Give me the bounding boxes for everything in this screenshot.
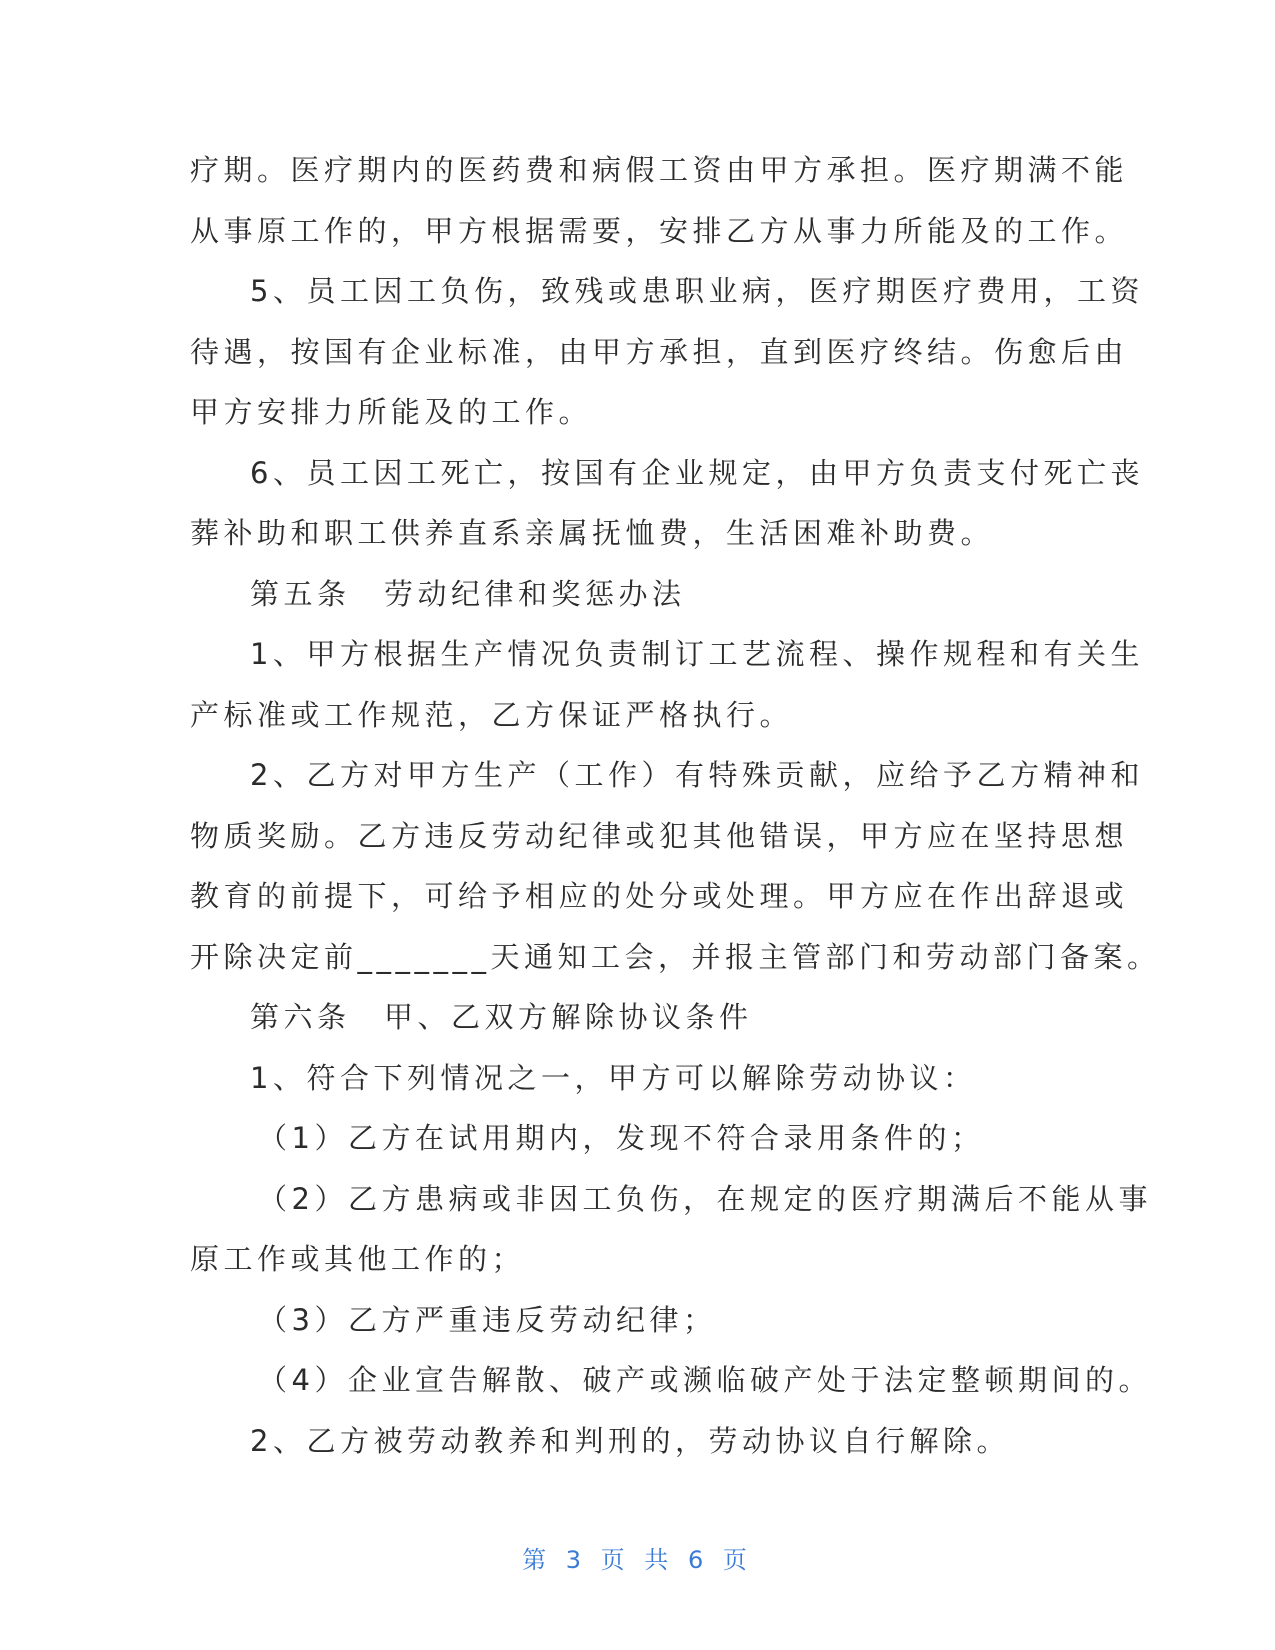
paragraph-line: 待遇，按国有企业标准，由甲方承担，直到医疗终结。伤愈后由 [190,334,1129,369]
paragraph-line: 产标准或工作规范，乙方保证严格执行。 [190,697,794,732]
paragraph-line: 5、员工因工负伤，致残或患职业病，医疗期医疗费用，工资 [250,274,1144,308]
document-body [190,140,1161,1471]
paragraph-line: 从事原工作的，甲方根据需要，安排乙方从事力所能及的工作。 [190,213,1129,248]
section-heading: 第六条 甲、乙双方解除协议条件 [250,1000,753,1034]
paragraph-line: 甲方安排力所能及的工作。 [190,395,593,429]
paragraph-line: 2、乙方对甲方生产（工作）有特殊贡献，应给予乙方精神和 [250,758,1144,792]
list-item-continuation: 原工作或其他工作的； [190,1242,526,1276]
paragraph-line: 物质奖励。乙方违反劳动纪律或犯其他错误，甲方应在坚持思想 [190,818,1129,853]
paragraph-line: 1、符合下列情况之一，甲方可以解除劳动协议： [250,1060,977,1095]
paragraph-line: 教育的前提下，可给予相应的处分或处理。甲方应在作出辞退或 [190,879,1129,913]
list-item: （3）乙方严重违反劳动纪律； [258,1302,717,1337]
paragraph-line: 疗期。医疗期内的医药费和病假工资由甲方承担。医疗期满不能 [190,153,1129,187]
paragraph-line: 6、员工因工死亡，按国有企业规定，由甲方负责支付死亡丧 [250,455,1144,490]
list-item: （2）乙方患病或非因工负伤，在规定的医疗期满后不能从事 [258,1181,1152,1216]
list-item: （4）企业宣告解散、破产或濒临破产处于法定整顿期间的。 [258,1363,1152,1397]
page-number-footer: 第 3 页 共 6 页 [522,1546,753,1574]
paragraph-line: 2、乙方被劳动教养和判刑的，劳动协议自行解除。 [250,1423,1010,1458]
section-heading: 第五条 劳动纪律和奖惩办法 [250,576,686,611]
paragraph-line: 1、甲方根据生产情况负责制订工艺流程、操作规程和有关生 [250,637,1144,671]
list-item: （1）乙方在试用期内，发现不符合录用条件的； [258,1121,985,1155]
paragraph-line: 开除决定前_______天通知工会，并报主管部门和劳动部门备案。 [190,939,1161,974]
paragraph-line: 葬补助和职工供养直系亲属抚恤费，生活困难补助费。 [190,516,995,550]
